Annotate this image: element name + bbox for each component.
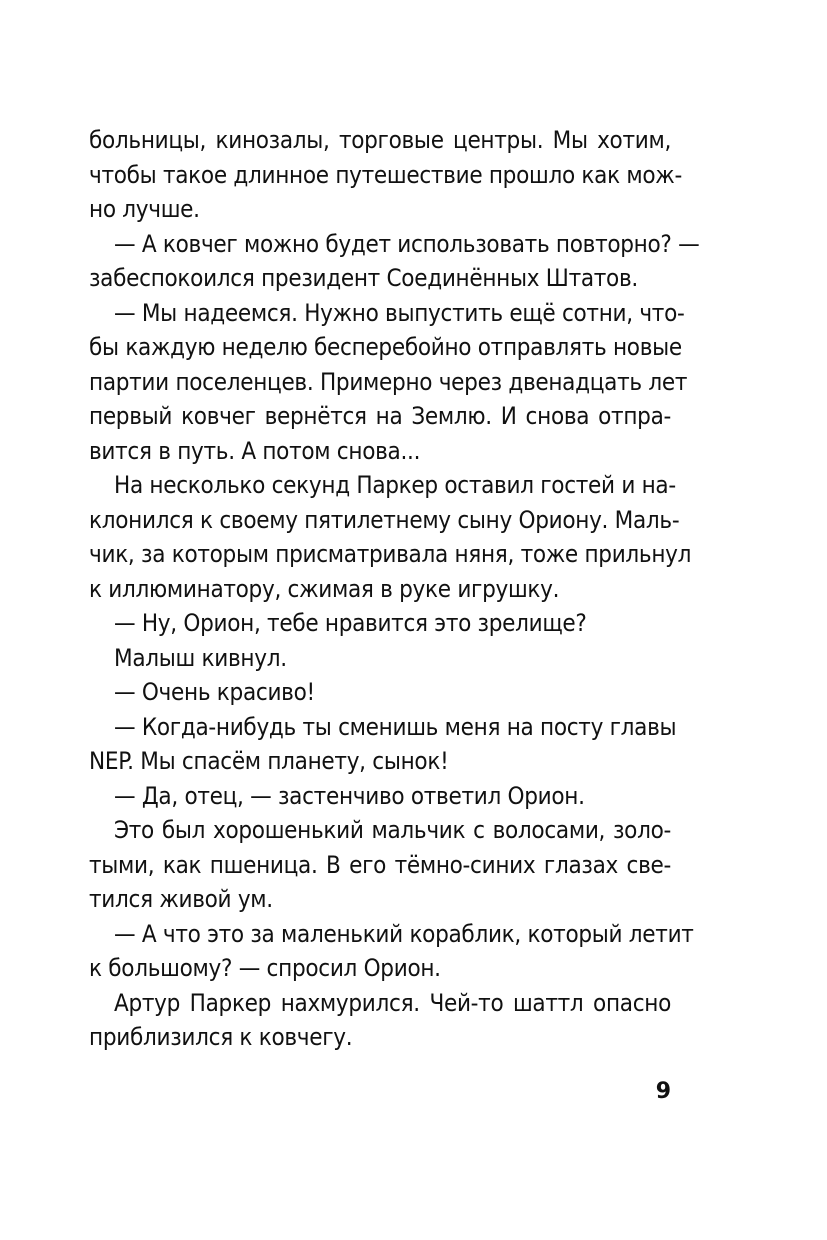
text-line: На несколько секунд Паркер оставил гостей и на- (114, 471, 676, 499)
text-line: — Да, отец, — застенчиво ответил Орион. (114, 781, 585, 810)
text-line: бы каждую неделю бесперебойно отправлять новые (89, 333, 682, 361)
text-line: вится в путь. А потом снова... (89, 436, 421, 465)
text-line: к иллюминатору, сжимая в руке игрушку. (89, 574, 560, 603)
text-line: чтобы такое длинное путешествие прошло как мож- (89, 160, 682, 189)
text-line: приблизился к ковчегу. (89, 1023, 353, 1051)
page-number: 9 (655, 1079, 671, 1104)
text-line: тился живой ум. (89, 885, 273, 913)
text-line: — А ковчег можно будет использовать повторно? — (114, 229, 700, 258)
text-line: Это был хорошенький мальчик с волосами, золо- (114, 816, 671, 844)
text-line: забеспокоился президент Соединённых Штатов. (89, 264, 638, 292)
text-line: первый ковчег вернётся на Землю. И снова отпра- (89, 402, 671, 430)
text-line: — Ну, Орион, тебе нравится это зрелище? (114, 609, 587, 637)
text-line: больницы, кинозалы, торговые центры. Мы хотим, (89, 126, 671, 154)
text-line: NEP. Мы спасём планету, сынок! (89, 747, 449, 775)
text-line: — Очень красиво! (114, 678, 315, 706)
body-text (89, 123, 700, 1055)
text-line: Артур Паркер нахмурился. Чей-то шаттл опасно (114, 988, 671, 1017)
text-line: клонился к своему пятилетнему сыну Ориону. Маль- (89, 505, 680, 534)
text-line: — А что это за маленький кораблик, который летит (114, 919, 694, 948)
text-line: Малыш кивнул. (114, 643, 287, 672)
text-line: чик, за которым присматривала няня, тоже прильнул (89, 540, 692, 568)
text-line: к большому? — спросил Орион. (89, 954, 441, 982)
text-line: партии поселенцев. Примерно через двенадцать лет (89, 367, 688, 396)
text-line: тыми, как пшеница. В его тёмно-синих глазах све- (89, 850, 671, 879)
text-line: — Когда-нибудь ты сменишь меня на посту главы (114, 712, 677, 741)
text-line: — Мы надеемся. Нужно выпустить ещё сотни, что- (114, 298, 685, 327)
text-line: но лучше. (89, 195, 200, 223)
